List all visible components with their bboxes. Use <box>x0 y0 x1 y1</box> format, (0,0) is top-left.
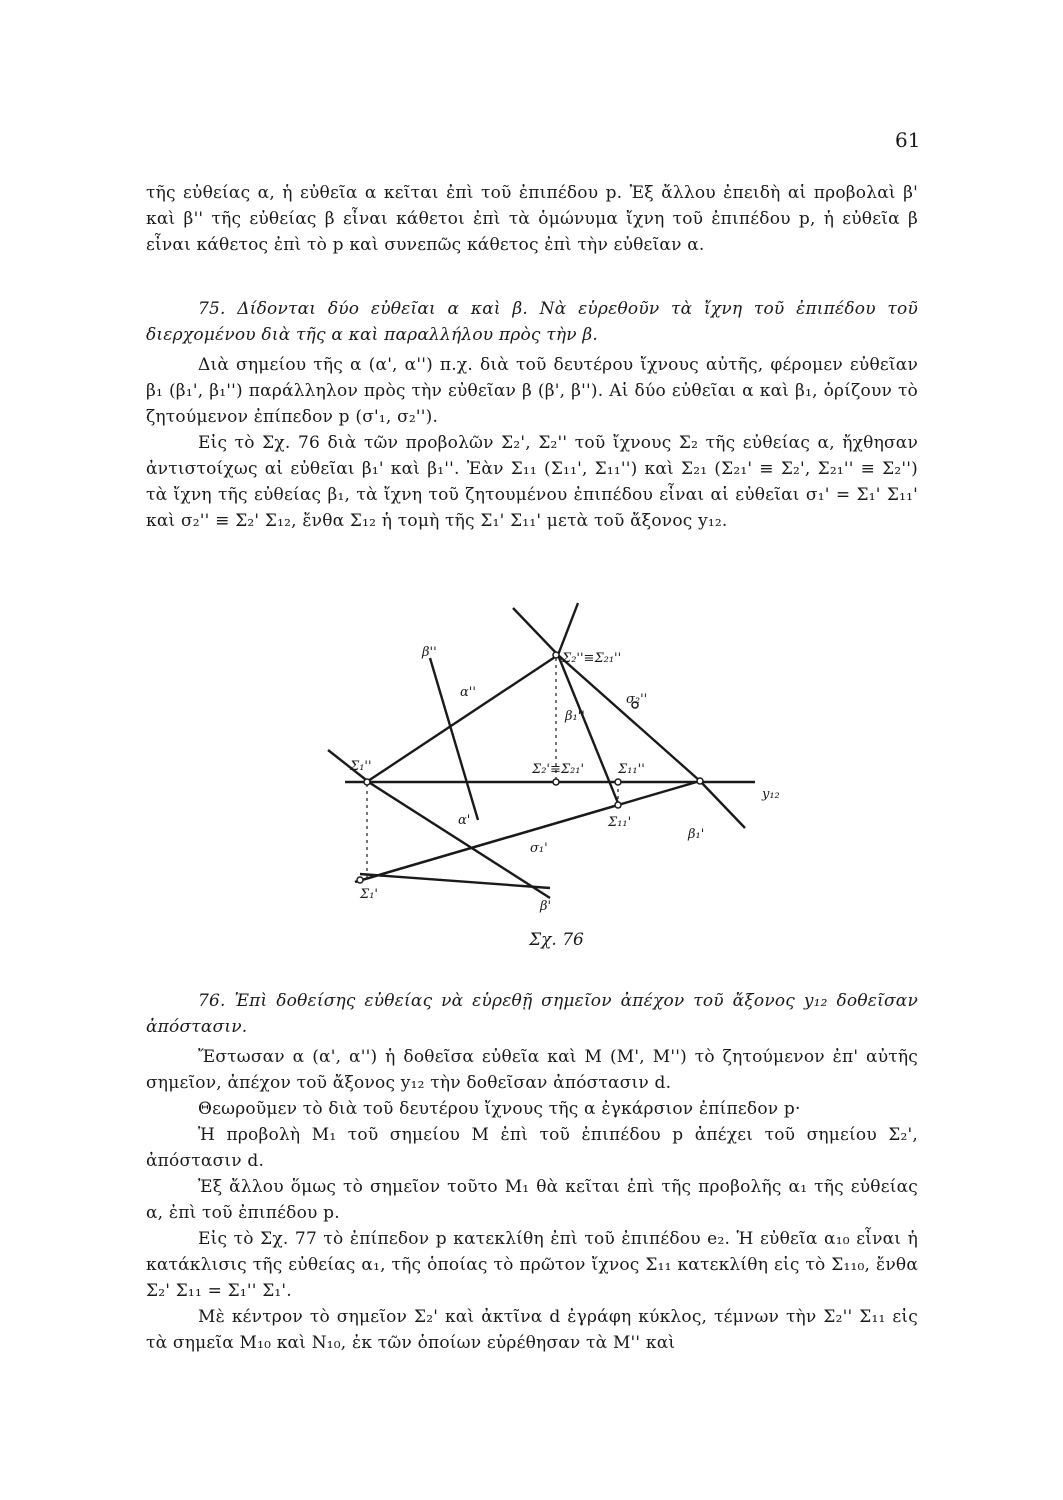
label-sigma-top: Σ₂''≡Σ₂₁'' <box>562 651 622 666</box>
problem-75-paragraph-1: Διὰ σημείου τῆς α (α', α'') π.χ. διὰ τοῦ δευτέρου ἴχνους αὐτῆς, φέρομεν εὐθεῖαν β₁ (β₁', β₁'') παράλληλον πρὸς τὴν εὐθεῖαν β (β', β''). Αἱ δύο εὐθεῖαι α καὶ β₁, ὁρίζουν τὸ ζητούμενον ἐπίπεδον p (σ'₁, σ₂''). <box>146 355 918 427</box>
top-paragraph-block <box>146 180 918 258</box>
label-sigma2-dd: σ₂'' <box>626 692 648 707</box>
line-upper-left <box>513 608 558 655</box>
point-sigma-mid <box>553 779 559 785</box>
page-number: 61 <box>895 128 921 152</box>
point-sigma12 <box>697 778 703 784</box>
line-beta-dd <box>430 658 478 820</box>
figure-76 <box>300 598 780 928</box>
label-beta-d: β' <box>540 899 552 914</box>
label-sigma11-dd: Σ₁₁'' <box>618 762 645 777</box>
label-sigma1-dd: Σ₁'' <box>350 759 372 774</box>
line-beta1-d <box>700 781 745 828</box>
line-lower <box>355 805 618 882</box>
problem-76-block <box>146 988 918 1356</box>
figure-76-diagram <box>300 598 780 928</box>
problem-76-paragraph-3: Ἡ προβολὴ M₁ τοῦ σημείου M ἐπὶ τοῦ ἐπιπέδου p ἀπέχει τοῦ σημείου Σ₂', ἀπόστασιν d. <box>146 1125 918 1171</box>
problem-76-paragraph-4: Ἐξ ἄλλου ὅμως τὸ σημεῖον τοῦτο M₁ θὰ κεῖται ἐπὶ τῆς προβολῆς α₁ τῆς εὐθείας α, ἐπὶ τοῦ ἐπιπέδου p. <box>146 1177 918 1223</box>
problem-76-paragraph-5: Εἰς τὸ Σχ. 77 τὸ ἐπίπεδον p κατεκλίθη ἐπὶ τοῦ ἐπιπέδου e₂. Ἡ εὐθεῖα α₁₀ εἶναι ἡ κατάκλισις τῆς εὐθείας α₁, τῆς ὁποίας τὸ πρῶτον ἴχνος Σ₁₁ κατεκλίθη εἰς τὸ Σ₁₁₀, ἔνθα Σ₂' Σ₁₁ = Σ₁'' Σ₁'. <box>146 1229 918 1301</box>
label-sigma11-d: Σ₁₁' <box>608 815 632 830</box>
point-sigma11 <box>615 779 621 785</box>
label-beta-dd: β'' <box>422 645 437 660</box>
point-sigma1 <box>364 779 370 785</box>
problem-76-paragraph-1: Ἔστωσαν α (α', α'') ἡ δοθεῖσα εὐθεῖα καὶ M (M', M'') τὸ ζητούμενον ἐπ' αὐτῆς σημεῖον, ἀπέχον τοῦ ἄξονος y₁₂ τὴν δοθεῖσαν ἀπόστασιν d. <box>146 1047 918 1093</box>
label-sigma1-bottom: Σ₁' <box>360 887 378 902</box>
point-sigma1-d <box>357 877 363 883</box>
label-alpha-d: α' <box>458 813 471 828</box>
point-sigma-top <box>553 652 559 658</box>
problem-76-paragraph-6: Μὲ κέντρον τὸ σημεῖον Σ₂' καὶ ἀκτῖνα d ἐγράφη κύκλος, τέμνων τὴν Σ₂'' Σ₁₁ εἰς τὰ σημεῖα M₁₀ καὶ N₁₀, ἐκ τῶν ὁποίων εὑρέθησαν τὰ M'' καὶ <box>146 1307 918 1353</box>
label-axis: y₁₂ <box>762 787 780 802</box>
figure-caption: Σχ. 76 <box>529 930 584 950</box>
problem-75-block <box>146 296 918 534</box>
point-sigma11-d <box>615 802 621 808</box>
label-sigma1-d: σ₁' <box>530 841 548 856</box>
top-paragraph: τῆς εὐθείας α, ἡ εὐθεῖα α κεῖται ἐπὶ τοῦ ἐπιπέδου p. Ἐξ ἄλλου ἐπειδὴ αἱ προβολαὶ β' καὶ β'' τῆς εὐθείας β εἶναι κάθετοι ἐπὶ τὰ ὁμώνυμα ἴχνη τοῦ ἐπιπέδου p, ἡ εὐθεῖα β εἶναι κάθετος ἐπὶ τὸ p καὶ συνεπῶς κάθετος ἐπὶ τὴν εὐθεῖαν α. <box>146 183 918 255</box>
label-beta1-dd: β₁'' <box>565 709 585 724</box>
label-alpha-dd: α'' <box>460 685 476 700</box>
line-top-right <box>558 603 578 655</box>
problem-76-paragraph-2: Θεωροῦμεν τὸ διὰ τοῦ δευτέρου ἴχνους τῆς α ἐγκάρσιον ἐπίπεδον p· <box>198 1099 801 1119</box>
problem-75-statement: 75. Δίδονται δύο εὐθεῖαι α καὶ β. Νὰ εὑρεθοῦν τὰ ἴχνη τοῦ ἐπιπέδου τοῦ διερχομένου διὰ τῆς α καὶ παραλλήλου πρὸς τὴν β. <box>146 299 918 345</box>
line-beta1-dd <box>558 655 620 808</box>
label-beta1-d: β₁' <box>688 827 705 842</box>
problem-76-statement: 76. Ἐπὶ δοθείσης εὐθείας νὰ εὑρεθῇ σημεῖον ἀπέχον τοῦ ἄξονος y₁₂ δοθεῖσαν ἀπόστασιν. <box>146 991 918 1037</box>
problem-75-paragraph-2: Εἰς τὸ Σχ. 76 διὰ τῶν προβολῶν Σ₂', Σ₂'' τοῦ ἴχνους Σ₂ τῆς εὐθείας α, ἤχθησαν ἀντιστοίχως αἱ εὐθεῖαι β₁' καὶ β₁''. Ἐὰν Σ₁₁ (Σ₁₁', Σ₁₁'') καὶ Σ₂₁ (Σ₂₁' ≡ Σ₂', Σ₂₁'' ≡ Σ₂'') τὰ ἴχνη τῆς εὐθείας β₁, τὰ ἴχνη τοῦ ζητουμένου ἐπιπέδου εἶναι αἱ εὐθεῖαι σ₁' = Σ₁' Σ₁₁' καὶ σ₂'' ≡ Σ₂' Σ₁₂, ἔνθα Σ₁₂ ἡ τομὴ τῆς Σ₁' Σ₁₁' μετὰ τοῦ ἄξονος y₁₂. <box>146 433 918 531</box>
label-sigma-mid: Σ₂'≡Σ₂₁' <box>532 762 585 777</box>
